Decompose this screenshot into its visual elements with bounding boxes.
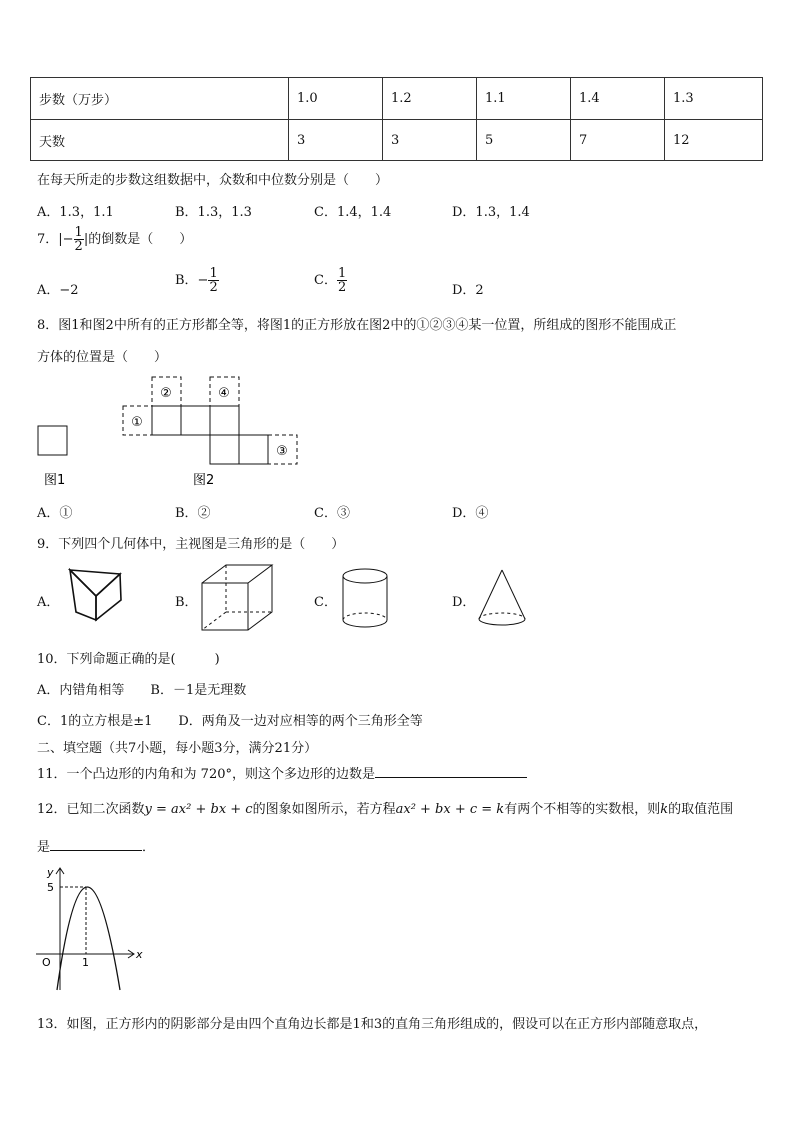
solids-figure	[0, 560, 560, 640]
cone-icon	[479, 570, 525, 625]
mark-1: ①	[131, 415, 143, 430]
q7-option-c-label: C．	[314, 273, 337, 288]
q12-text: 的取值范围	[668, 802, 734, 817]
q10-options-ab: A．内错角相等 B．－1是无理数	[37, 683, 247, 698]
numerator: 1	[74, 225, 83, 240]
table-cell: 1.3	[665, 78, 763, 120]
table-row	[31, 120, 763, 161]
q8-option-b: B．②	[175, 506, 211, 521]
denominator: 2	[74, 239, 83, 254]
denominator: 2	[337, 280, 347, 295]
table-row	[31, 78, 763, 120]
mark-3: ③	[276, 444, 288, 459]
x-tick-label: 1	[82, 956, 89, 969]
q7-option-d: D．2	[452, 283, 484, 298]
equation-formula: ax² + bx + c = k	[395, 802, 505, 817]
q12-text: 12．已知二次函数	[37, 802, 145, 817]
table-cell: 12	[665, 120, 763, 161]
q8-option-a: A．①	[37, 506, 73, 521]
table-cell: 1.4	[571, 78, 665, 120]
q7-option-c	[314, 267, 347, 294]
net-square	[152, 406, 181, 435]
q9-option-a: A．	[37, 595, 60, 610]
q7-option-b	[175, 267, 219, 294]
q12-text: 是	[37, 840, 51, 855]
cube-icon	[202, 565, 272, 630]
net-square	[210, 435, 239, 464]
x-axis-label: x	[136, 948, 143, 961]
q9-option-c: C．	[314, 595, 337, 610]
fig1-label: 图1	[44, 473, 66, 488]
net-square	[210, 406, 239, 435]
numerator: 1	[209, 266, 218, 281]
q12-text: 有两个不相等的实数根，则	[504, 802, 661, 817]
q9-stem: 9．下列四个几何体中，主视图是三角形的是（ ）	[37, 537, 345, 552]
q11	[37, 763, 527, 782]
q6-option-a: A．1.3，1.1	[37, 205, 114, 220]
q9-option-d: D．	[452, 595, 476, 610]
q12-text: ．	[142, 840, 156, 855]
q12-text: 的图象如图所示，若方程	[252, 802, 396, 817]
q10-stem: 10．下列命题正确的是( )	[37, 652, 220, 667]
q7-prefix: 7．|−	[37, 232, 74, 247]
table-cell: 步数（万步）	[31, 78, 289, 120]
net-square	[239, 435, 268, 464]
q6-stem: 在每天所走的步数这组数据中，众数和中位数分别是（ ）	[37, 173, 389, 188]
table-cell: 3	[289, 120, 383, 161]
numerator: 1	[337, 266, 347, 281]
table-cell: 3	[383, 120, 477, 161]
q7-suffix: |的倒数是（ ）	[83, 232, 193, 247]
mark-2: ②	[160, 386, 172, 401]
q6-option-c: C．1.4，1.4	[314, 205, 392, 220]
fig2-label: 图2	[193, 473, 215, 488]
steps-table	[30, 77, 763, 161]
answer-blank	[50, 850, 142, 851]
half-fraction	[337, 267, 347, 294]
origin-label: O	[42, 956, 51, 969]
y-axis-label: y	[47, 866, 54, 879]
y-tick-label: 5	[47, 881, 54, 894]
cylinder-icon	[343, 569, 387, 627]
table-cell: 1.2	[383, 78, 477, 120]
net-square	[181, 406, 210, 435]
table-cell: 5	[477, 120, 571, 161]
triangular-prism-icon	[70, 570, 121, 620]
mark-4: ④	[218, 386, 230, 401]
q10-options-cd: C．1的立方根是±1 D．两角及一边对应相等的两个三角形全等	[37, 714, 423, 729]
q6-option-b: B．1.3，1.3	[175, 205, 252, 220]
q13-stem: 13．如图，正方形内的阴影部分是由四个直角边长都是1和3的直角三角形组成的，假设可以在正方形内部随意取点，	[37, 1017, 708, 1032]
half-fraction	[74, 226, 84, 253]
parabola-curve	[57, 887, 120, 990]
q8-stem-line2: 方体的位置是（ ）	[37, 350, 168, 365]
q8-option-c: C．③	[314, 506, 350, 521]
parabola-graph	[30, 862, 150, 997]
table-cell: 7	[571, 120, 665, 161]
table-cell: 1.1	[477, 78, 571, 120]
q12-stem-line2	[37, 836, 155, 855]
answer-blank	[375, 777, 527, 778]
q6-option-d: D．1.3，1.4	[452, 205, 530, 220]
single-square	[38, 426, 67, 455]
q8-stem-line1: 8．图1和图2中所有的正方形都全等，将图1的正方形放在图2中的①②③④某一位置，所组成的图形不能围成正	[37, 318, 677, 333]
cube-net-figure	[0, 370, 320, 490]
table-cell: 1.0	[289, 78, 383, 120]
q9-option-b: B．	[175, 595, 198, 610]
q7-stem	[37, 226, 192, 253]
denominator: 2	[209, 280, 218, 295]
q11-text: 11．一个凸边形的内角和为 720°，则这个多边形的边数是	[37, 767, 375, 782]
q7-option-b-label: B．−	[175, 273, 209, 288]
table-cell: 天数	[31, 120, 289, 161]
half-fraction	[208, 267, 218, 294]
k-variable: k	[660, 802, 669, 817]
q12-stem-line1	[37, 798, 733, 817]
q7-option-a: A．−2	[37, 283, 79, 298]
section-heading: 二、填空题（共7小题，每小题3分，满分21分）	[37, 741, 318, 756]
quadratic-formula: y = ax² + bx + c	[144, 802, 253, 817]
q8-option-d: D．④	[452, 506, 489, 521]
